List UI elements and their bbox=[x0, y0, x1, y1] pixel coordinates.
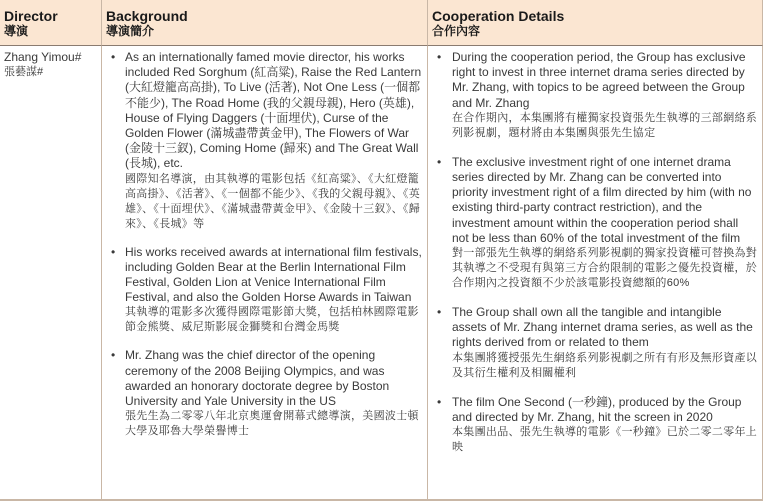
cooperation-item bbox=[432, 305, 758, 381]
background-item-zh: 國際知名導演，由其執導的電影包括《紅高粱》、《大紅燈籠高高掛》、《活著》、《一個都不能少》、《我的父親母親》、《英雄》、《十面埋伏》、《滿城盡帶黃金甲》、《金陵十三釵》、《歸來》、《長城》等 bbox=[125, 172, 420, 230]
background-cell bbox=[102, 46, 428, 501]
cooperation-item-zh: 本集團將獲授張先生網絡系列影視劇之所有有形及無形資產以及其衍生權利及相關權利 bbox=[452, 351, 758, 379]
header-director-zh: 導演 bbox=[4, 24, 29, 38]
director-name-en: Zhang Yimou# bbox=[4, 50, 82, 64]
background-item bbox=[106, 50, 423, 232]
header-background bbox=[102, 0, 428, 46]
cooperation-item-zh: 對一部張先生執導的網絡系列影視劇的獨家投資權可替換為對其執導之不受現有與第三方合約限制的電影之優先投資權，於合作期內之投資額不少於該電影投資總額的60% bbox=[452, 247, 758, 290]
header-director-en: Director bbox=[4, 8, 58, 24]
background-item-zh: 張先生為二零零八年北京奧運會開幕式總導演，美國波士頓大學及耶魯大學榮譽博士 bbox=[125, 410, 419, 438]
header-background-zh: 導演簡介 bbox=[106, 24, 155, 38]
cooperation-item-en: • The Group shall own all the tangible and intangible assets of Mr. Zhang internet drama series, as well as the rights derived from or related to them bbox=[452, 305, 753, 350]
background-item-zh: 其執導的電影多次獲得國際電影節大獎，包括柏林國際電影節金熊獎、威尼斯影展金獅獎和台灣金馬獎 bbox=[125, 306, 419, 334]
cooperation-item-zh: 在合作期內，本集團將有權獨家投資張先生執導的三部網絡系列影視劇，題材將由本集團與張先生協定 bbox=[452, 111, 758, 139]
background-list bbox=[106, 50, 423, 439]
cooperation-cell bbox=[428, 46, 763, 501]
background-item-en: • Mr. Zhang was the chief director of the opening ceremony of the 2008 Beijing Olympics, and was awarded an honorary doctorate degree by Boston University and Yale University in the US bbox=[125, 348, 390, 409]
director-cell bbox=[0, 46, 102, 501]
cooperation-item bbox=[432, 155, 758, 291]
cooperation-list bbox=[432, 50, 758, 455]
cooperation-item bbox=[432, 50, 758, 141]
header-cooperation-en: Cooperation Details bbox=[432, 8, 565, 24]
header-director bbox=[0, 0, 102, 46]
background-item bbox=[106, 245, 423, 336]
header-cooperation bbox=[428, 0, 763, 46]
header-background-en: Background bbox=[106, 8, 188, 24]
background-item-en: • His works received awards at international film festivals, including Golden Bear at the Berlin International Film Festival, Golden Lion at Venice International Film Festival, and also the Golden Horse Awards in Taiwan bbox=[125, 244, 422, 305]
cooperation-item-en: • The film One Second (一秒鐘), produced by the Group and directed by Mr. Zhang, hit the screen in 2020 bbox=[452, 394, 742, 424]
cooperation-item-en: • During the cooperation period, the Group has exclusive right to invest in three internet drama series directed by Mr. Zhang, with topics to be agreed between the Group and Mr. Zhang bbox=[452, 50, 746, 110]
background-item bbox=[106, 348, 423, 439]
header-cooperation-zh: 合作內容 bbox=[432, 24, 481, 38]
cooperation-item-en: • The exclusive investment right of one internet drama series directed by Mr. Zhang can be converted into priority investment right of a film directed by him (with no existing third-party contract restriction), and the investment amount within the cooperation period shall not be less than 60% of the total investment of the film bbox=[452, 154, 752, 245]
director-name-zh: 張藝謀# bbox=[4, 66, 44, 79]
cooperation-item bbox=[432, 395, 758, 455]
cooperation-item-zh: 本集團出品、張先生執導的電影《一秒鐘》已於二零二零年上映 bbox=[452, 426, 758, 454]
background-item-en: • As an internationally famed movie director, his works included Red Sorghum (紅高粱), Raise the Red Lantern (大紅燈籠高高掛), To Live (活著), Not One Less (一個都不能少), The Road Home (我的父親母親), Hero (英雄), House of Flying Daggers (十面埋伏), Curse of the Golden Flower (滿城盡帶黃金甲), The Flowers of War (金陵十三釵), Coming Home (歸來) and The Great Wall (長城), etc. bbox=[125, 50, 422, 171]
